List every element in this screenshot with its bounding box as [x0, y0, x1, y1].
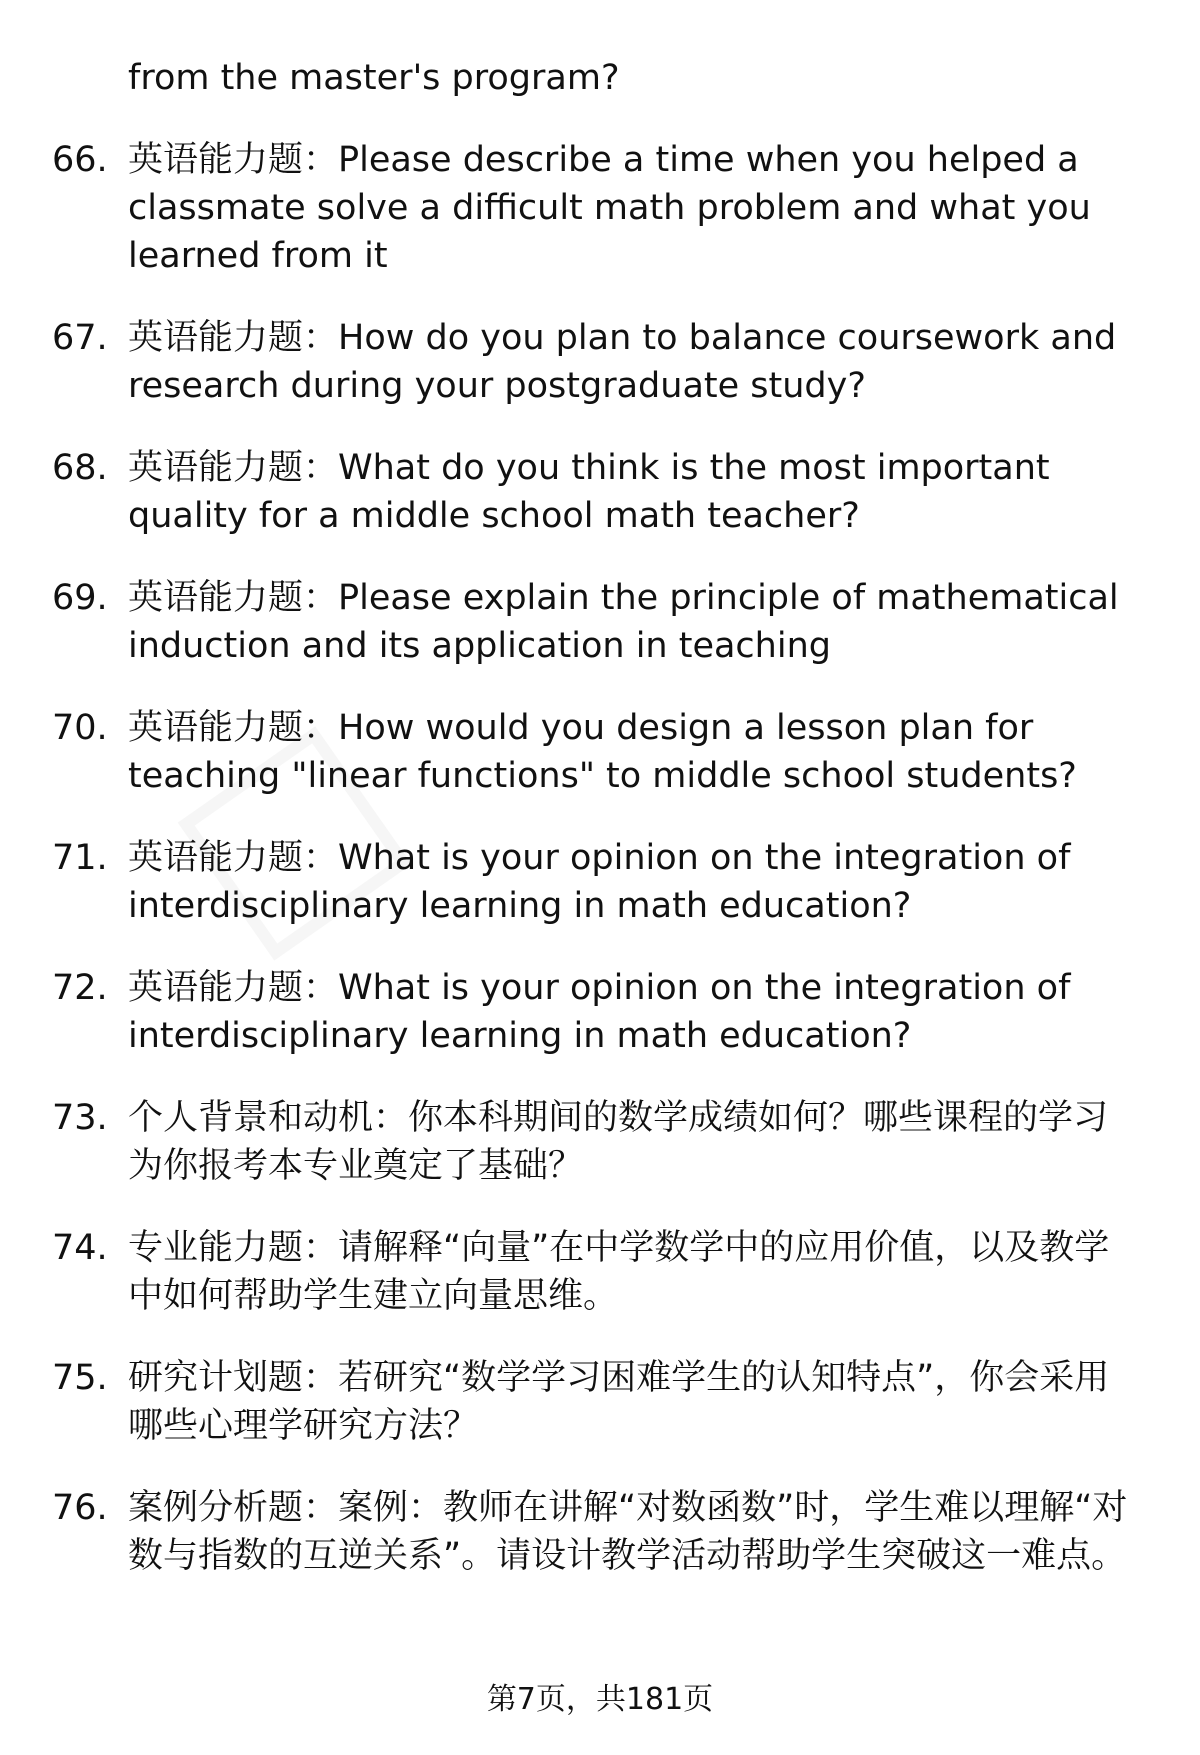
- question-item-71: [0, 834, 1138, 930]
- question-text: 英语能力题：How do you plan to balance coursework and research during your postgraduate study?: [128, 318, 1117, 406]
- question-item-70: [0, 704, 1138, 800]
- question-number: 74.: [52, 1228, 108, 1268]
- question-number: 73.: [52, 1098, 108, 1138]
- question-number: 66.: [52, 140, 108, 180]
- question-number: 75.: [52, 1358, 108, 1398]
- question-number: 68.: [52, 448, 108, 488]
- question-item-74: [0, 1224, 1138, 1320]
- question-item-69: [0, 574, 1138, 670]
- question-item-75: [0, 1354, 1138, 1450]
- question-number: 71.: [52, 838, 108, 878]
- question-item-72: [0, 964, 1138, 1060]
- question-number: 69.: [52, 578, 108, 618]
- page-footer: 第7页，共181页: [486, 1682, 714, 1717]
- question-number: 72.: [52, 968, 108, 1008]
- question-item-68: [0, 444, 1138, 540]
- question-text: 英语能力题：Please describe a time when you helped a classmate solve a difficult math problem and what you learned from it: [128, 140, 1091, 276]
- question-text: 英语能力题：What is your opinion on the integration of interdisciplinary learning in math education?: [128, 838, 1071, 926]
- question-text: 英语能力题：How would you design a lesson plan for teaching "linear functions" to middle school students?: [128, 708, 1077, 796]
- question-text: 研究计划题：若研究“数学学习困难学生的认知特点”，你会采用哪些心理学研究方法？: [128, 1358, 1110, 1446]
- question-text: 英语能力题：Please explain the principle of mathematical induction and its application in teaching: [128, 578, 1119, 666]
- continuation-text: from the master's program?: [128, 58, 620, 98]
- question-text: 个人背景和动机：你本科期间的数学成绩如何？哪些课程的学习为你报考本专业奠定了基础？: [128, 1098, 1109, 1186]
- question-number: 70.: [52, 708, 108, 748]
- question-number: 67.: [52, 318, 108, 358]
- question-item-73: [0, 1094, 1138, 1190]
- question-item-66: [0, 136, 1138, 280]
- question-text: 专业能力题：请解释“向量”在中学数学中的应用价值，以及教学中如何帮助学生建立向量思维。: [128, 1228, 1110, 1316]
- question-item-67: [0, 314, 1138, 410]
- question-list: [0, 136, 1200, 1614]
- question-number: 76.: [52, 1488, 108, 1528]
- question-item-76: [0, 1484, 1138, 1580]
- question-text: 案例分析题：案例：教师在讲解“对数函数”时，学生难以理解“对数与指数的互逆关系”。请设计教学活动帮助学生突破这一难点。: [128, 1488, 1128, 1576]
- question-text: 英语能力题：What do you think is the most important quality for a middle school math teacher?: [128, 448, 1050, 536]
- question-text: 英语能力题：What is your opinion on the integration of interdisciplinary learning in math education?: [128, 968, 1071, 1056]
